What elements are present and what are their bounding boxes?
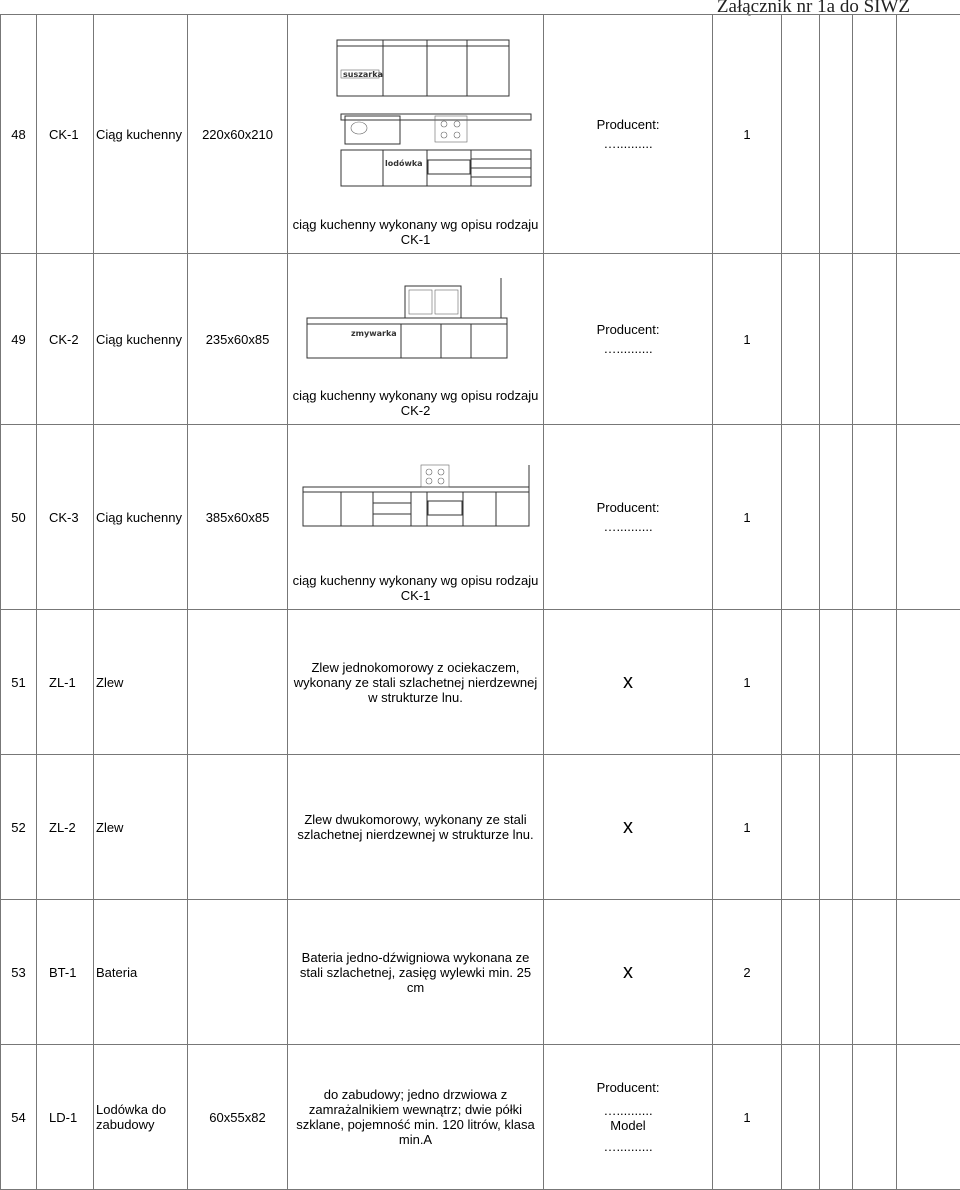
row-number: 48 bbox=[1, 15, 37, 254]
producer-value: ….......... bbox=[544, 1103, 712, 1118]
producer-cell bbox=[544, 15, 713, 254]
row-description: Bateria jedno-dźwigniowa wykonana ze stali szlachetnej, zasięg wylewki min. 25 cm bbox=[288, 900, 544, 1045]
row-mark: x bbox=[544, 610, 713, 755]
row-description: Zlew jednokomorowy z ociekaczem, wykonany ze stali szlachetnej nierdzewnej w strukturze lnu. bbox=[288, 610, 544, 755]
row-symbol: CK-1 bbox=[37, 15, 94, 254]
drawing-label: suszarka bbox=[343, 70, 383, 79]
row-symbol: BT-1 bbox=[37, 900, 94, 1045]
producer-label: Producent: bbox=[544, 322, 712, 337]
row-description: do zabudowy; jedno drzwiowa z zamrażalnikiem wewnątrz; dwie półki szklane, pojemność min. 120 litrów, klasa min.A bbox=[288, 1045, 544, 1190]
row-drawing-cell bbox=[288, 254, 544, 425]
row-number: 54 bbox=[1, 1045, 37, 1190]
row-dimensions bbox=[188, 900, 288, 1045]
row-number: 52 bbox=[1, 755, 37, 900]
row-number: 51 bbox=[1, 610, 37, 755]
producer-value: ….......... bbox=[544, 136, 712, 151]
row-symbol: ZL-2 bbox=[37, 755, 94, 900]
row-name: Zlew bbox=[94, 755, 188, 900]
kitchen-unit-drawing bbox=[291, 463, 541, 535]
row-drawing-cell bbox=[288, 15, 544, 254]
row-number: 53 bbox=[1, 900, 37, 1045]
kitchen-unit-drawing bbox=[291, 36, 541, 196]
drawing-label: zmywarka bbox=[351, 329, 397, 338]
producer-cell bbox=[544, 254, 713, 425]
table-row bbox=[1, 425, 960, 610]
row-quantity: 1 bbox=[713, 1045, 782, 1190]
row-name: Ciąg kuchenny bbox=[94, 254, 188, 425]
row-name: Ciąg kuchenny bbox=[94, 425, 188, 610]
producer-value: ….......... bbox=[544, 519, 712, 534]
producer-label: Producent: bbox=[544, 1080, 712, 1095]
row-symbol: ZL-1 bbox=[37, 610, 94, 755]
row-number: 50 bbox=[1, 425, 37, 610]
producer-cell bbox=[544, 425, 713, 610]
producer-cell bbox=[544, 1045, 713, 1190]
document-header-title: Załącznik nr 1a do SIWZ bbox=[717, 0, 910, 18]
table-row bbox=[1, 755, 960, 900]
row-description: ciąg kuchenny wykonany wg opisu rodzaju CK-1 bbox=[288, 573, 543, 609]
row-name: Ciąg kuchenny bbox=[94, 15, 188, 254]
items-table bbox=[0, 14, 960, 1190]
table-row bbox=[1, 254, 960, 425]
row-dimensions: 385x60x85 bbox=[188, 425, 288, 610]
model-label: Model bbox=[544, 1118, 712, 1133]
table-row bbox=[1, 15, 960, 254]
model-value: ….......... bbox=[544, 1139, 712, 1154]
row-quantity: 1 bbox=[713, 755, 782, 900]
row-name: Zlew bbox=[94, 610, 188, 755]
kitchen-unit-drawing bbox=[291, 276, 541, 366]
row-symbol: CK-3 bbox=[37, 425, 94, 610]
row-description: Zlew dwukomorowy, wykonany ze stali szlachetnej nierdzewnej w strukturze lnu. bbox=[288, 755, 544, 900]
producer-label: Producent: bbox=[544, 117, 712, 132]
producer-label: Producent: bbox=[544, 500, 712, 515]
row-description: ciąg kuchenny wykonany wg opisu rodzaju CK-2 bbox=[288, 388, 543, 424]
row-mark: x bbox=[544, 900, 713, 1045]
row-number: 49 bbox=[1, 254, 37, 425]
row-dimensions: 235x60x85 bbox=[188, 254, 288, 425]
row-quantity: 1 bbox=[713, 15, 782, 254]
row-drawing-cell bbox=[288, 425, 544, 610]
row-mark: x bbox=[544, 755, 713, 900]
table-row bbox=[1, 1045, 960, 1190]
row-description: ciąg kuchenny wykonany wg opisu rodzaju CK-1 bbox=[288, 217, 543, 253]
row-dimensions bbox=[188, 610, 288, 755]
row-quantity: 2 bbox=[713, 900, 782, 1045]
row-dimensions: 60x55x82 bbox=[188, 1045, 288, 1190]
row-quantity: 1 bbox=[713, 610, 782, 755]
row-dimensions: 220x60x210 bbox=[188, 15, 288, 254]
row-symbol: CK-2 bbox=[37, 254, 94, 425]
row-name: Bateria bbox=[94, 900, 188, 1045]
row-quantity: 1 bbox=[713, 254, 782, 425]
row-symbol: LD-1 bbox=[37, 1045, 94, 1190]
row-dimensions bbox=[188, 755, 288, 900]
producer-value: ….......... bbox=[544, 341, 712, 356]
table-row bbox=[1, 610, 960, 755]
row-quantity: 1 bbox=[713, 425, 782, 610]
row-name: Lodówka do zabudowy bbox=[94, 1045, 188, 1190]
table-row bbox=[1, 900, 960, 1045]
drawing-label: lodówka bbox=[385, 158, 423, 168]
